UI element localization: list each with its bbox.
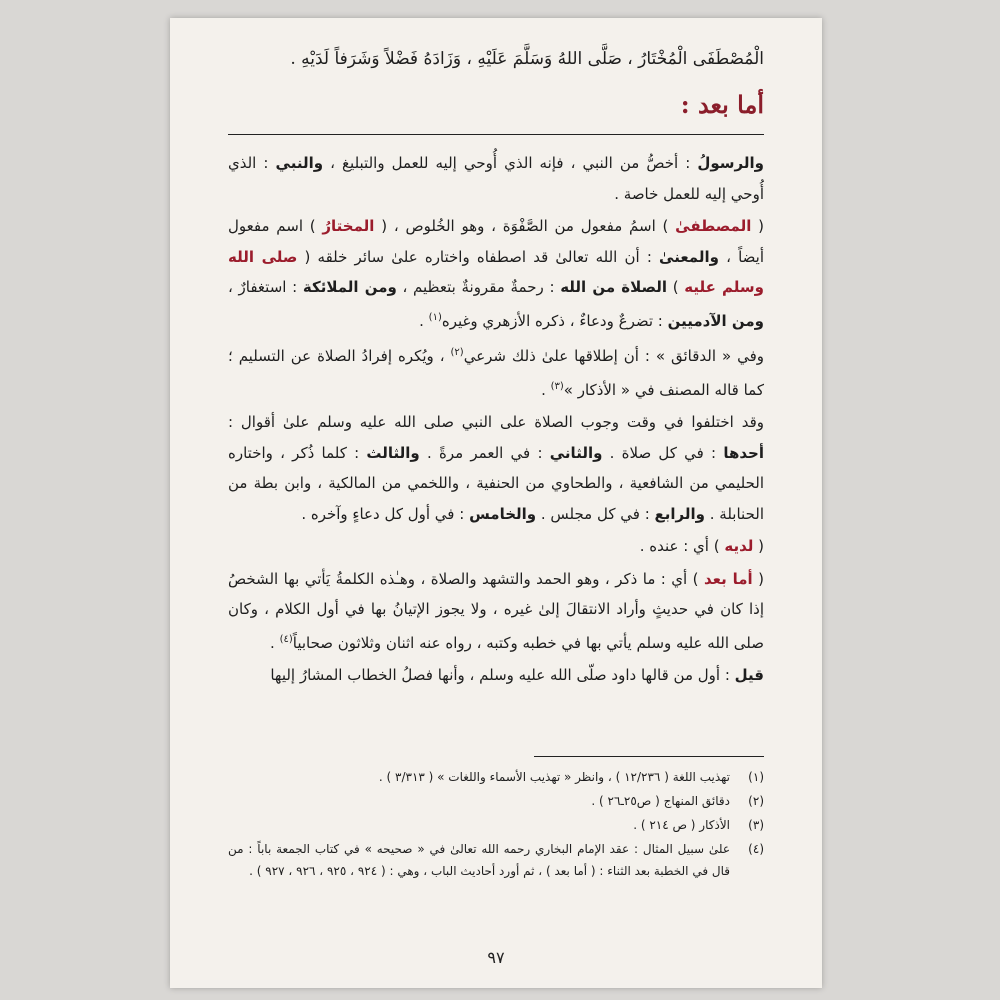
term-nabi: والنبي [275,154,324,172]
term-mustafa: المصطفىٰ [675,217,752,235]
term-mukhtar: المختارُ [322,217,375,235]
paragraph-qila: قيل : أول من قالها داود صلّى الله عليه وسلم ، وأنها فصلُ الخطاب المشارُ إليها [270,666,764,684]
paragraph-aqwal: وقد اختلفوا في وقت وجوب الصلاة على النبي صلى الله عليه وسلم علىٰ أقوال : أحدها : في كل صلاة . والثاني : في العمر مرةً . والثالث : كلما ذُكر ، واختاره الحليمي من الشافعية ، والطحاوي من الحنفية ، واللخمي من المالكية ، وابن بطة من الحنابلة . والرابع : في كل مجلس . والخامس : في أول كل دعاءٍ وآخره . [228,413,765,523]
book-page [170,18,822,988]
footnote-ref-2[interactable]: (٢) [450,347,464,358]
term-ladayh: لديه [724,537,754,555]
section-heading-amma-bad: أما بعد : [680,90,764,119]
footnote-ref-4[interactable]: (٤) [279,633,293,645]
paragraph-ladayh: ( لديه ) أي : عنده . [639,537,764,555]
paragraph-daqaiq: وفي « الدقائق » : أن إطلاقها علىٰ ذلك شرعي$^{(٢)}$ ، ويُكره إفرادُ الصلاة عن التسليم ؛ كما قاله المصنف في « الأذكار »$^{(٣)}$ . [228,347,764,399]
header-divider [228,134,764,135]
footnote-divider [534,756,764,757]
term-amma-bad: أما بعد [703,569,753,588]
footnote-1: (١) تهذيب اللغة ( ١٢/٢٣٦ ) ، وانظر « تهذيب الأسماء واللغات » ( ٣/٣١٣ ) . [378,770,764,784]
footnote-ref-1[interactable]: (١) [428,311,442,323]
paragraph-mustafa: ( المصطفىٰ ) اسمُ مفعول من الصَّفْوَة ، وهو الخُلوص ، ( المختارُ ) اسم مفعول أيضاً ، والمعنىٰ : أن الله تعالىٰ قد اصطفاه واختاره علىٰ سائر خلقه ( صلى الله وسلم عليه ) الصلاة من الله : رحمةٌ مقرونةٌ بتعظيم ، ومن الملائكة : استغفارٌ ، ومن الآدميين : تضرعٌ ودعاءٌ ، ذكره الأزهري وغيره$^{(١)}$ . [228,217,764,330]
term-salla-allah: صلى الله وسلم عليه [228,247,764,296]
footnote-4: (٤) علىٰ سبيل المثال : عقد الإمام البخاري رحمه الله تعالىٰ في « صحيحه » في كتاب الجمعة باباً : من قال في الخطبة بعد الثناء : ( أما بعد ) ، ثم أورد أحاديث الباب ، وهي : ( ٩٢٤ ، ٩٢٥ ، ٩٢٦ ، ٩٢٧ ) . [228,842,764,878]
footnote-3: (٣) الأذكار ( ص ٢١٤ ) . [633,818,764,832]
footnote-2: (٢) دقائق المنهاج ( ص٢٥ـ٢٦ ) . [591,794,764,808]
commentary-body [228,148,764,693]
header-quote: الْمُصْطَفَى الْمُخْتَارُ ، صَلَّى اللهُ وَسَلَّمَ عَلَيْهِ ، وَزَادَهُ فَضْلاً وَشَرَفاً لَدَيْهِ . [290,49,764,69]
page-number: ٩٧ [487,948,505,967]
term-rasul: والرسولُ [697,154,764,172]
paragraph-rasul: والرسولُ : أخصُّ من النبي ، فإنه الذي أُوحي إليه للعمل والتبليغ ، والنبي : الذي أُوحي إليه للعمل خاصة . [228,154,764,203]
footnote-ref-3[interactable]: (٣) [550,380,564,392]
paragraph-amma-bad: ( أما بعد ) أي : ما ذكر ، وهو الحمد والتشهد والصلاة ، وهـٰذه الكلمةُ يَأتي بها الشخصُ إذا كان في حديثٍ وأراد الانتقالَ إلىٰ غيره ، ولا يجوز الإتيانُ بها في أول الكلام ، وكان صلى الله عليه وسلم يأتي بها في خطبه وكتبه ، رواه عنه اثنان وثلاثون صحابياً$^{(٤)}$ . [228,569,765,652]
footnotes [228,766,764,884]
